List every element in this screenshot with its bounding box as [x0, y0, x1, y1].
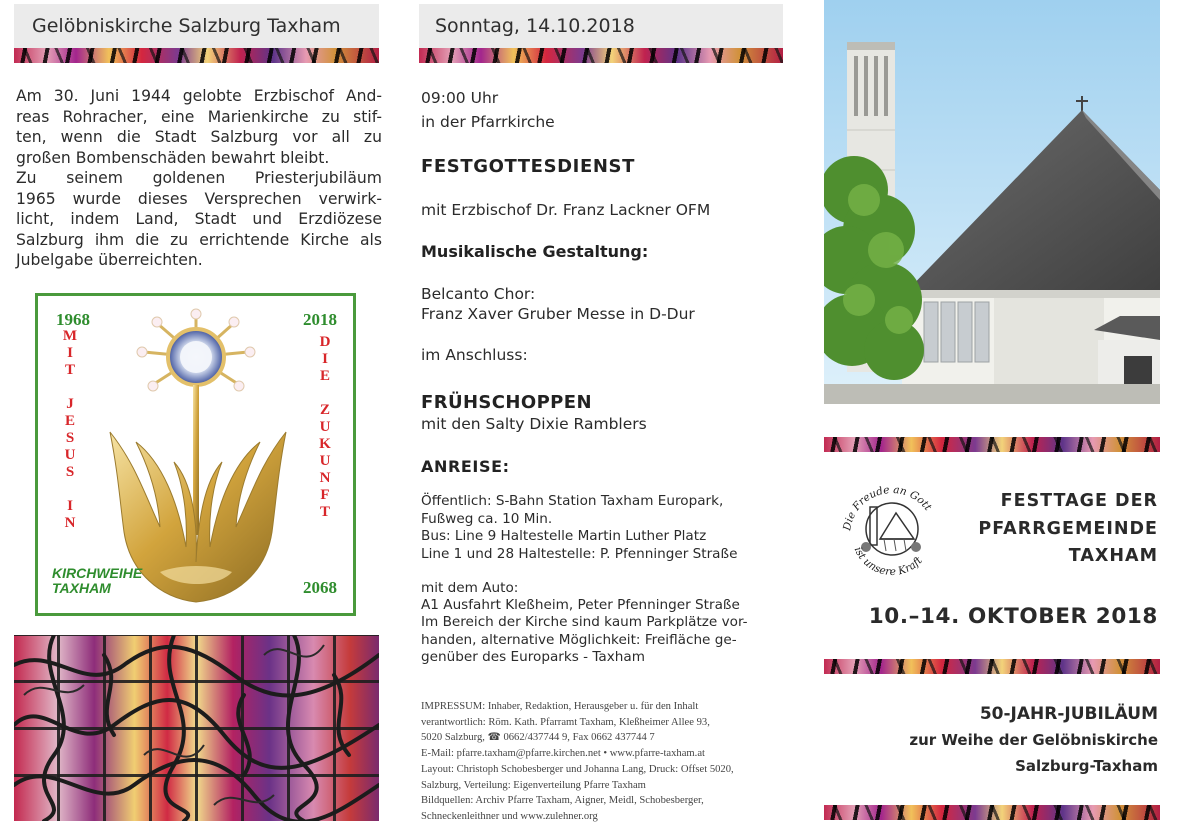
church-photo	[824, 0, 1160, 404]
band-line: mit den Salty Dixie Ramblers	[421, 415, 647, 433]
car-directions	[421, 580, 748, 666]
history-line: Zu seinem goldenen Priesterjubiläum	[16, 169, 382, 187]
anreise-heading: ANREISE:	[421, 457, 510, 476]
festival-dates: 10.–14. OKTOBER 2018	[868, 604, 1158, 629]
history-line: licht, indem Land, Stadt und Erzdiözese	[16, 210, 382, 228]
letter: S	[65, 430, 75, 446]
stained-glass-band	[824, 805, 1160, 820]
letter: N	[319, 470, 331, 486]
letter: I	[67, 498, 73, 514]
emblem-year-2018: 2018	[303, 310, 337, 329]
kirchweihe-logo	[52, 566, 142, 596]
letter	[60, 481, 80, 498]
seal-top-text: Die Freude an Gott	[841, 483, 934, 532]
afterwards-line: im Anschluss:	[421, 346, 528, 364]
history-line: reas Rohracher, eine Marienkirche zu stif-	[16, 107, 382, 126]
logo-line: KIRCHWEIHE	[52, 565, 143, 581]
car-line: handen, alternative Möglichkeit: Freifläche ge-	[421, 631, 737, 648]
car-line: Im Bereich der Kirche sind kaum Parkplätze vor-	[421, 614, 748, 631]
letter: T	[319, 504, 330, 520]
stained-glass-band	[419, 48, 783, 63]
letter: U	[319, 419, 331, 435]
impressum-line: Bildquellen: Archiv Pfarre Taxham, Aigner, Meidl, Schobesberger,	[421, 795, 704, 807]
history-line: großen Bombenschäden bewahrt bleibt.	[16, 148, 330, 167]
letter	[60, 379, 80, 396]
letter: I	[67, 345, 73, 361]
letter: E	[64, 413, 75, 429]
parish-seal	[836, 477, 948, 581]
letter: E	[319, 368, 330, 384]
stained-glass-window	[14, 635, 379, 821]
impressum	[421, 699, 734, 825]
history-line: ten, wenn die Stadt Salzburg vor all zu	[16, 128, 382, 146]
letter: U	[319, 453, 331, 469]
place: in der Pfarrkirche	[421, 113, 555, 131]
window-leading-pattern	[14, 635, 379, 821]
time: 09:00 Uhr	[421, 89, 499, 107]
jubilee-emblem	[35, 293, 356, 616]
history-line: 1965 wurde dieses Versprechen verwirk-	[16, 189, 382, 208]
transport-line: Line 1 und 28 Haltestelle: P. Pfenninger Straße	[421, 545, 738, 562]
choir-line: Belcanto Chor:	[421, 285, 536, 303]
letter: I	[322, 351, 328, 367]
col2-header: Sonntag, 14.10.2018	[419, 4, 783, 48]
jubilee-subtitle-1: zur Weihe der Gelöbniskirche	[909, 731, 1158, 749]
stained-glass-band	[14, 48, 379, 63]
title-line: FESTTAGE DER	[1000, 491, 1158, 511]
history-line: Salzburg ihm die zu errichtende Kirche als	[16, 230, 382, 249]
impressum-line: IMPRESSUM: Inhaber, Redaktion, Herausgeber u. für den Inhalt	[421, 701, 699, 712]
music-heading: Musikalische Gestaltung:	[421, 242, 649, 261]
transport-line: Fußweg ca. 10 Min.	[421, 510, 553, 527]
jubilee-subtitle-2: Salzburg-Taxham	[1015, 757, 1158, 775]
history-line: Am 30. Juni 1944 gelobte Erzbischof And-	[16, 87, 382, 105]
letter: J	[66, 396, 74, 412]
seal-bottom-text: ist unsere Kraft	[851, 545, 925, 579]
impressum-line: verantwortlich: Röm. Kath. Pfarramt Taxham, Kleßheimer Allee 93,	[421, 716, 710, 728]
letter: S	[65, 464, 75, 480]
impressum-line: Schneckenleithner und www.zulehner.org	[421, 810, 598, 822]
history-line: Jubelgabe überreichten.	[16, 251, 203, 269]
mass-line: Franz Xaver Gruber Messe in D-Dur	[421, 305, 695, 323]
letter: D	[319, 334, 331, 350]
emblem-right-text	[315, 334, 335, 521]
logo-line: TAXHAM	[52, 580, 111, 596]
transport-line: Bus: Line 9 Haltestelle Martin Luther Platz	[421, 528, 707, 544]
history-paragraph	[16, 86, 382, 271]
transport-line: Öffentlich: S-Bahn Station Taxham Europark,	[421, 493, 724, 509]
letter: U	[64, 447, 76, 463]
stained-glass-band	[824, 659, 1160, 674]
car-line: genüber des Europarks - Taxham	[421, 648, 645, 665]
public-transport	[421, 493, 737, 563]
letter: T	[64, 362, 75, 378]
jubilee-heading: 50-JAHR-JUBILÄUM	[979, 704, 1158, 724]
emblem-left-text	[60, 328, 80, 532]
festgottesdienst-heading: FESTGOTTESDIENST	[421, 156, 635, 177]
car-line: A1 Ausfahrt Kleßheim, Peter Pfenninger Straße	[421, 597, 740, 614]
letter: F	[320, 487, 330, 503]
car-line: mit dem Auto:	[421, 580, 519, 596]
stained-glass-band	[824, 437, 1160, 452]
impressum-line: Salzburg, Verteilung: Eigenverteilung Pfarre Taxham	[421, 779, 646, 791]
impressum-line: 5020 Salzburg, ☎ 0662/437744 9, Fax 0662 437744 7	[421, 732, 655, 744]
festival-title	[978, 488, 1158, 571]
letter	[315, 385, 335, 402]
title-line: TAXHAM	[1068, 546, 1158, 566]
title-line: PFARRGEMEINDE	[978, 518, 1158, 539]
emblem-year-2068: 2068	[303, 578, 337, 597]
letter: M	[62, 328, 78, 344]
fruehschoppen-heading: FRÜHSCHOPPEN	[421, 392, 592, 413]
letter: K	[319, 436, 331, 452]
impressum-line: Layout: Christoph Schobesberger und Johanna Lang, Druck: Offset 5020,	[421, 763, 734, 775]
letter: N	[64, 515, 76, 531]
col1-header: Gelöbniskirche Salzburg Taxham	[14, 4, 379, 48]
emblem-year-1968: 1968	[56, 310, 90, 329]
impressum-line: E-Mail: pfarre.taxham@pfarre.kirchen.net • www.pfarre-taxham.at	[421, 748, 705, 760]
letter: Z	[319, 402, 330, 418]
bishop-line: mit Erzbischof Dr. Franz Lackner OFM	[421, 201, 711, 219]
